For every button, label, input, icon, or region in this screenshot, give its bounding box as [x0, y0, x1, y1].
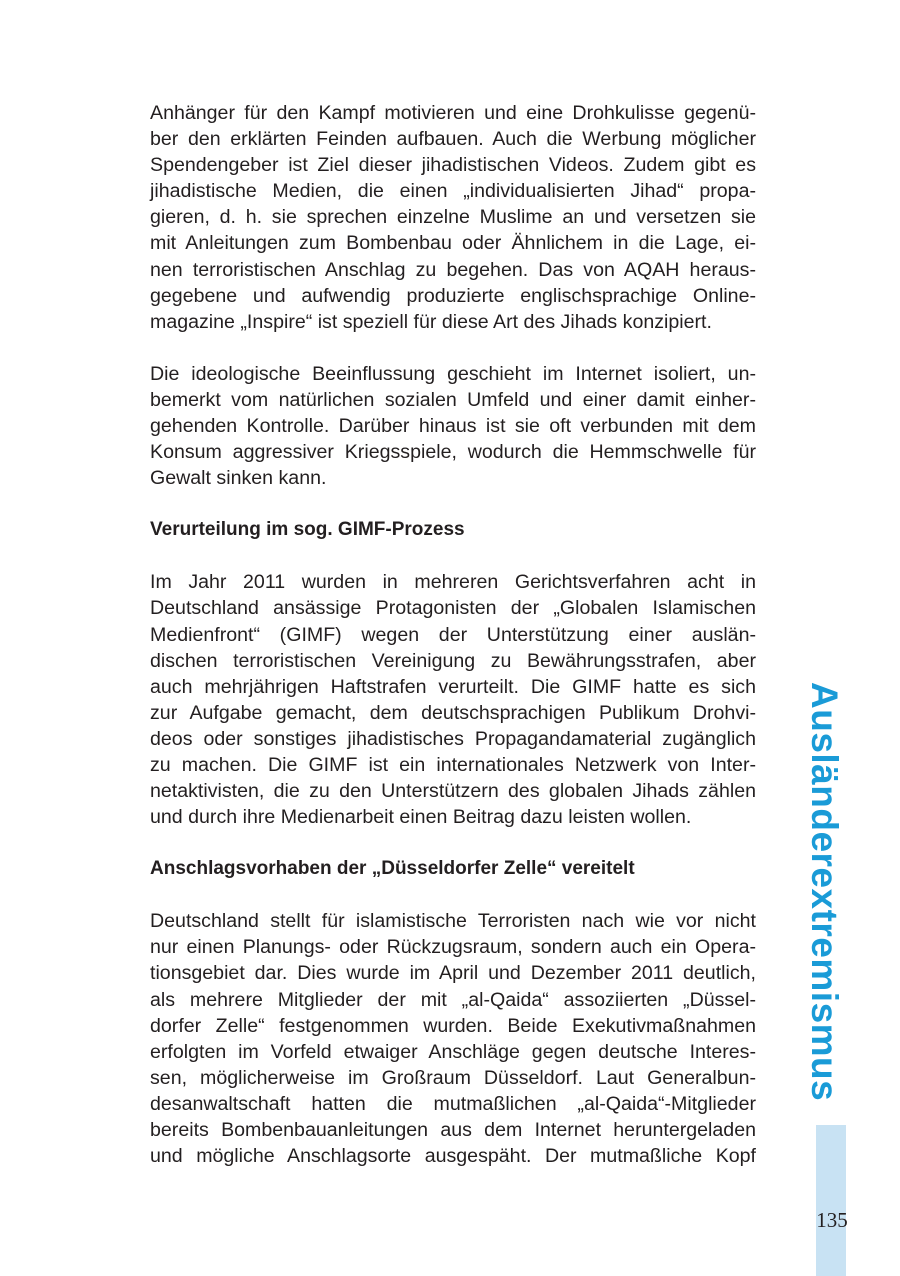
text-line: zur Aufgabe gemacht, dem deutschsprachigen Publikum Drohvi-: [150, 701, 756, 724]
text-line: nur einen Planungs- oder Rückzugsraum, sondern auch ein Opera-: [150, 936, 756, 959]
text-line: deos oder sonstiges jihadistisches Propagandamaterial zugänglich: [150, 727, 756, 750]
page-body: [150, 100, 756, 1169]
text-line: jihadistische Medien, die einen „individualisierten Jihad“ propa-: [150, 180, 756, 203]
text-line: netaktivisten, die zu den Unterstützern des globalen Jihads zählen: [150, 780, 756, 803]
text-line: sen, möglicherweise im Großraum Düsseldorf. Laut Generalbun-: [150, 1066, 756, 1089]
text-line: gieren, d. h. sie sprechen einzelne Muslime an und versetzen sie: [150, 206, 756, 229]
text-line: und durch ihre Medienarbeit einen Beitrag dazu leisten wollen.: [150, 806, 692, 829]
text-line: dorfer Zelle“ festgenommen wurden. Beide Exekutivmaßnahmen: [150, 1014, 756, 1037]
text-line: desanwaltschaft hatten die mutmaßlichen „al-Qaida“-Mitglieder: [150, 1092, 756, 1115]
paragraph-3: [150, 569, 756, 830]
text-line: bemerkt vom natürlichen sozialen Umfeld und einer damit einher-: [150, 388, 756, 411]
section-title-vertical: [803, 682, 845, 1102]
text-line: Im Jahr 2011 wurden in mehreren Gerichtsverfahren acht in: [150, 571, 756, 594]
text-line: bereits Bombenbauanleitungen aus dem Internet heruntergeladen: [150, 1119, 756, 1141]
page-number: 135: [816, 1208, 848, 1232]
text-line: ber den erklärten Feinden aufbauen. Auch die Werbung möglicher: [150, 128, 756, 151]
text-line: als mehrere Mitglieder der mit „al-Qaida“ assoziierten „Düssel-: [150, 988, 756, 1011]
text-line: Die ideologische Beeinflussung geschieht im Internet isoliert, un-: [150, 362, 756, 385]
text-line: Medienfront“ (GIMF) wegen der Unterstützung einer auslän-: [150, 623, 756, 646]
text-line: tionsgebiet dar. Dies wurde im April und Dezember 2011 deutlich,: [150, 962, 756, 985]
text-line: Gewalt sinken kann.: [150, 467, 327, 490]
page-number-tab: [816, 1125, 846, 1276]
text-line: zu machen. Die GIMF ist ein internationales Netzwerk von Inter-: [150, 753, 756, 776]
text-line: Deutschland stellt für islamistische Terroristen nach wie vor nicht: [150, 910, 756, 933]
text-line: Konsum aggressiver Kriegsspiele, wodurch die Hemmschwelle für: [150, 441, 756, 464]
text-line: nen terroristischen Anschlag zu begehen. Das von AQAH heraus-: [150, 258, 756, 281]
text-line: Anhänger für den Kampf motivieren und eine Drohkulisse gegenü-: [150, 102, 756, 124]
text-line: mit Anleitungen zum Bombenbau oder Ähnlichem in die Lage, ei-: [150, 232, 756, 255]
text-line: gegebene und aufwendig produzierte englischsprachige Online-: [150, 284, 756, 307]
text-line: und mögliche Anschlagsorte ausgespäht. Der mutmaßliche Kopf: [150, 1145, 756, 1168]
section-heading-duesseldorf: Anschlagsvorhaben der „Düsseldorfer Zelle“ vereitelt: [150, 858, 635, 880]
section-heading-gimf: Verurteilung im sog. GIMF-Prozess: [150, 519, 465, 541]
text-line: dischen terroristischen Vereinigung zu Bewährungsstrafen, aber: [150, 649, 756, 672]
text-line: magazine „Inspire“ ist speziell für diese Art des Jihads konzipiert.: [150, 310, 712, 333]
text-line: Deutschland ansässige Protagonisten der „Globalen Islamischen: [150, 597, 756, 620]
text-line: Spendengeber ist Ziel dieser jihadistischen Videos. Zudem gibt es: [150, 154, 756, 177]
paragraph-4: [150, 908, 756, 1169]
paragraph-1: [150, 100, 756, 335]
section-title-text: Ausländerextremismus: [804, 682, 845, 1102]
text-line: auch mehrjährigen Haftstrafen verurteilt. Die GIMF hatte es sich: [150, 675, 756, 698]
text-line: erfolgten im Vorfeld etwaiger Anschläge gegen deutsche Interes-: [150, 1040, 756, 1063]
text-line: gehenden Kontrolle. Darüber hinaus ist sie oft verbunden mit dem: [150, 415, 756, 438]
paragraph-2: [150, 361, 756, 491]
